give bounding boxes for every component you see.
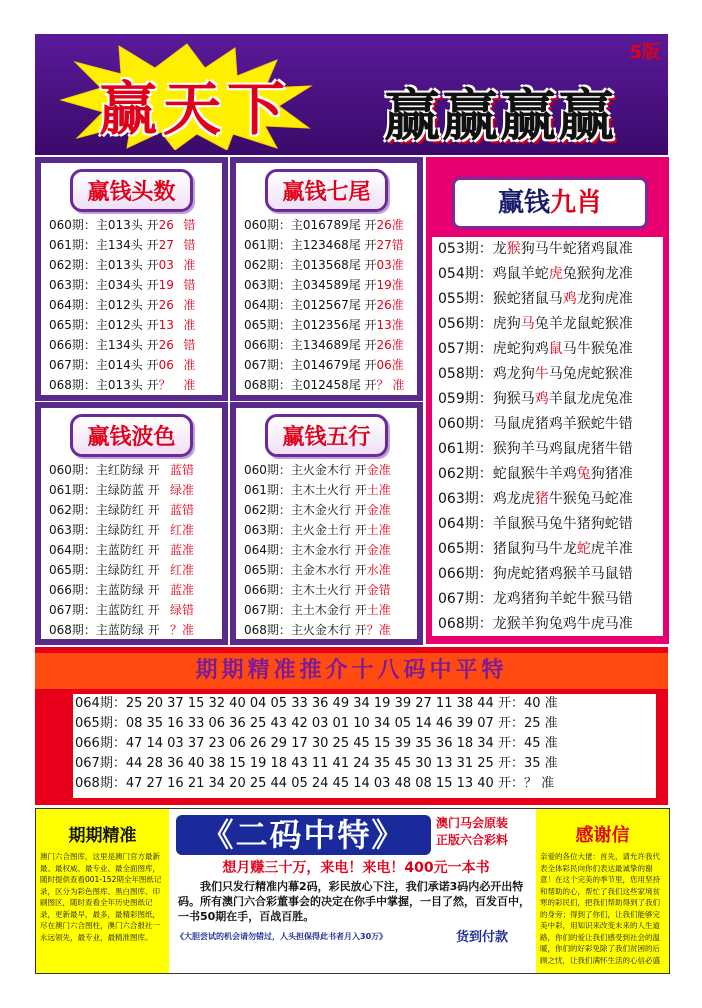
row-text: 060期：主013头 开 xyxy=(49,218,159,232)
row-text: 067期：主土木金行 开 xyxy=(244,603,367,617)
row-text: 060期：主016789尾 开 xyxy=(244,218,377,232)
row-highlight: 鼠 xyxy=(548,341,563,357)
row-value: ？ xyxy=(158,378,171,392)
row-value: 26 xyxy=(158,218,174,232)
table-row xyxy=(49,315,216,335)
row-value: ？ 准 xyxy=(376,378,405,392)
thanks-letter-title: 感谢信 xyxy=(575,825,630,846)
row-value: 13 xyxy=(158,318,174,332)
row-text: 066期：主134689尾 开 xyxy=(244,338,377,352)
two-code-title: 《二码中特》 xyxy=(176,815,431,855)
list-item xyxy=(432,537,663,562)
code-row: 067期：44 28 36 40 38 15 19 18 43 11 41 24 35 45 30 13 31 25 开：35 准 xyxy=(75,756,558,771)
table-row xyxy=(49,235,216,255)
row-value: 13准 xyxy=(376,318,404,332)
row-prefix: 065期：猪鼠狗马牛龙 xyxy=(438,541,577,557)
table-row xyxy=(49,560,216,580)
table-row xyxy=(244,255,411,275)
row-prefix: 059期：狗猴马 xyxy=(438,391,535,407)
row-value: 金错 xyxy=(366,583,391,597)
table-row xyxy=(244,500,411,520)
row-result: 错 xyxy=(183,278,196,292)
row-text: 061期：主123468尾 开 xyxy=(244,238,377,252)
row-text: 068期：主013头 开 xyxy=(49,378,159,392)
row-value: 03 xyxy=(158,258,174,272)
code-row: 065期：08 35 16 33 06 36 25 43 42 03 01 10 34 05 14 46 39 07 开：25 准 xyxy=(75,716,558,731)
box-tail-numbers xyxy=(230,157,423,401)
table-row xyxy=(49,500,216,520)
main-title: 赢天下 xyxy=(98,75,291,143)
list-item xyxy=(432,587,663,612)
row-suffix: 狗马牛蛇猪鸡鼠准 xyxy=(520,241,633,257)
row-text: 063期：主034589尾 开 xyxy=(244,278,377,292)
row-prefix: 066期：狗虎蛇猪鸡猴羊马鼠错 xyxy=(438,566,633,582)
row-suffix: 牛猴兔马蛇准 xyxy=(548,491,633,507)
left-info-panel xyxy=(36,809,169,973)
box-nine-title xyxy=(452,177,648,229)
row-suffix: 狗猪准 xyxy=(590,466,633,482)
row-text: 065期：主金木水行 开 xyxy=(244,563,367,577)
row-text: 064期：主012头 开 xyxy=(49,298,159,312)
box-wave-rows xyxy=(49,460,216,640)
list-item xyxy=(432,262,663,287)
list-item xyxy=(432,462,663,487)
table-row xyxy=(49,255,216,275)
row-text: 068期：主蓝防绿 开 xyxy=(49,623,160,637)
row-text: 062期：主木金火行 开 xyxy=(244,503,367,517)
two-code-side xyxy=(436,815,536,849)
code-row: 068期：47 27 16 21 34 20 25 44 05 24 45 14 03 48 08 15 13 40 开：？ 准 xyxy=(75,776,555,791)
row-highlight: 兔 xyxy=(576,466,591,482)
row-text: 064期：主蓝防红 开 xyxy=(49,543,160,557)
row-highlight: 鸡 xyxy=(534,391,549,407)
box-nine-title-b: 九肖 xyxy=(550,188,603,218)
row-result: 错 xyxy=(183,238,196,252)
row-result: 错 xyxy=(183,218,196,232)
row-value: 蓝准 xyxy=(170,583,195,597)
row-highlight: 猴 xyxy=(506,241,521,257)
row-prefix: 064期：羊鼠猴马兔牛猪狗蛇错 xyxy=(438,516,633,532)
two-code-slogan: 想月赚三十万，来电！来电！400元一本书 xyxy=(222,860,490,876)
row-prefix: 060期：马鼠虎猪鸡羊猴蛇牛错 xyxy=(438,416,633,432)
code-row: 066期：47 14 03 37 23 06 26 29 17 30 25 45 15 39 35 36 18 34 开：45 准 xyxy=(75,736,558,751)
table-row xyxy=(49,620,216,640)
row-text: 060期：主火金木行 开 xyxy=(244,463,367,477)
table-row xyxy=(244,540,411,560)
table-row xyxy=(244,600,411,620)
row-text: 067期：主014679尾 开 xyxy=(244,358,377,372)
list-item xyxy=(432,287,663,312)
row-text: 061期：主绿防蓝 开 xyxy=(49,483,160,497)
row-value: ？准 xyxy=(170,623,195,637)
row-highlight: 马 xyxy=(520,316,535,332)
row-text: 064期：主012567尾 开 xyxy=(244,298,377,312)
table-row xyxy=(244,520,411,540)
thanks-letter-body: 亲爱的各位大佬：首先，请允许我代表全体彩民向你们表达最诚挚的谢意！在这个完美的季节里，您用坚持和帮助的心，帮忙了我们这些家境贫寒的彩民们，把我们帮助得到了我们的身旁；得到了你们，让我们能够完美中彩，用知识来改变未来的人生道路，你们的爱让我们感受到社会的温暖，你们的好彩免除了我们贫困的后顾之忧，让我们满怀生活的心信必盛 xyxy=(540,852,660,965)
row-result: 准 xyxy=(183,378,196,392)
row-prefix: 056期：虎狗 xyxy=(438,316,521,332)
list-item xyxy=(432,362,663,387)
box-head-numbers xyxy=(35,157,228,401)
table-row xyxy=(244,460,411,480)
list-item xyxy=(432,512,663,537)
row-value: 土准 xyxy=(366,523,391,537)
list-item xyxy=(432,387,663,412)
box-tail-rows xyxy=(244,215,411,395)
row-suffix: 兔猴狗龙准 xyxy=(562,266,633,282)
eighteen-code-section xyxy=(35,647,668,805)
row-suffix: 兔羊龙鼠蛇猴准 xyxy=(534,316,633,332)
row-prefix: 068期：龙猴羊狗兔鸡牛虎马准 xyxy=(438,616,633,632)
table-row xyxy=(244,375,411,395)
table-row xyxy=(244,620,411,640)
row-value: ？准 xyxy=(366,623,391,637)
row-value: 06 xyxy=(158,358,174,372)
row-text: 068期：主火金木行 开 xyxy=(244,623,367,637)
row-value: 蓝错 xyxy=(170,463,195,477)
table-row xyxy=(244,335,411,355)
table-row xyxy=(49,480,216,500)
row-result: 准 xyxy=(183,298,196,312)
box-nine-zodiac xyxy=(426,157,669,644)
box-nine-list xyxy=(432,237,663,636)
row-text: 062期：主013头 开 xyxy=(49,258,159,272)
row-highlight: 鸡 xyxy=(562,291,577,307)
row-value: 19准 xyxy=(376,278,404,292)
table-row xyxy=(49,335,216,355)
table-row xyxy=(244,580,411,600)
box-head-title: 赢钱头数 xyxy=(70,169,192,212)
row-prefix: 057期：虎蛇狗鸡 xyxy=(438,341,549,357)
row-value: 26准 xyxy=(376,218,404,232)
two-code-side-line-2: 正版六合彩料 xyxy=(436,833,509,847)
box-element-rows xyxy=(244,460,411,640)
edition-label: 5版 xyxy=(629,42,660,63)
row-value: 26准 xyxy=(376,298,404,312)
row-text: 065期：主012头 开 xyxy=(49,318,159,332)
row-value: 土准 xyxy=(366,603,391,617)
box-five-elements xyxy=(230,402,423,645)
row-suffix: 龙狗虎准 xyxy=(576,291,633,307)
row-suffix: 马兔虎蛇猴准 xyxy=(548,366,633,382)
row-highlight: 牛 xyxy=(534,366,549,382)
cash-on-delivery-label: 货到付款 xyxy=(456,930,509,945)
row-text: 065期：主绿防红 开 xyxy=(49,563,160,577)
table-row xyxy=(49,460,216,480)
row-text: 066期：主木土火行 开 xyxy=(244,583,367,597)
row-prefix: 054期：鸡鼠羊蛇 xyxy=(438,266,549,282)
list-item xyxy=(432,412,663,437)
row-prefix: 058期：鸡龙狗 xyxy=(438,366,535,382)
row-text: 062期：主013568尾 开 xyxy=(244,258,377,272)
row-value: 金准 xyxy=(366,463,391,477)
row-suffix: 虎羊准 xyxy=(590,541,633,557)
row-text: 063期：主034头 开 xyxy=(49,278,159,292)
table-row xyxy=(49,580,216,600)
row-value: 26 xyxy=(158,338,174,352)
table-row xyxy=(49,215,216,235)
row-suffix: 马牛猴兔准 xyxy=(562,341,633,357)
row-text: 067期：主蓝防红 开 xyxy=(49,603,160,617)
row-value: 03准 xyxy=(376,258,404,272)
row-text: 066期：主134头 开 xyxy=(49,338,159,352)
list-item xyxy=(432,437,663,462)
row-result: 准 xyxy=(183,318,196,332)
table-row xyxy=(49,540,216,560)
row-result: 准 xyxy=(183,358,196,372)
row-text: 061期：主134头 开 xyxy=(49,238,159,252)
row-value: 金准 xyxy=(366,543,391,557)
row-value: 红准 xyxy=(170,563,195,577)
row-value: 26 xyxy=(158,298,174,312)
row-prefix: 067期：龙鸡猪狗羊蛇牛猴马错 xyxy=(438,591,633,607)
list-item xyxy=(432,487,663,512)
table-row xyxy=(244,560,411,580)
row-prefix: 055期：猴蛇猪鼠马 xyxy=(438,291,563,307)
row-text: 062期：主绿防红 开 xyxy=(49,503,160,517)
row-highlight: 蛇 xyxy=(576,541,591,557)
row-value: 27 xyxy=(158,238,174,252)
row-text: 064期：主木金水行 开 xyxy=(244,543,367,557)
table-row xyxy=(49,295,216,315)
list-item xyxy=(432,612,663,637)
row-result: 准 xyxy=(183,258,196,272)
two-code-description: 我们只发行精准内幕2码，彩民放心下注，我们承诺3码内必开出特码。所有澳门六合彩董事会的决定在你手中掌握，一目了然，百发百中，一书50期在手，百战百胜。 xyxy=(178,880,530,923)
table-row xyxy=(244,315,411,335)
left-info-body: 澳门六合图库，这里是澳门官方最新最、最权威、最专业、最全面图库，随时提供查看001-152期全年图纸记录，区分为彩色图库、黑白图库、印刷图区，随时查看全年历史图纸记录，更新最早，最多，最精彩图纸，尽在澳门六合图柱，澳门六合报社一永远领先，最专业，最精准图库。 xyxy=(40,852,162,942)
box-element-title: 赢钱五行 xyxy=(265,414,387,457)
row-value: 金准 xyxy=(366,503,391,517)
row-text: 066期：主蓝防绿 开 xyxy=(49,583,160,597)
left-info-title: 期期精准 xyxy=(68,826,137,846)
row-prefix: 063期：鸡龙虎 xyxy=(438,491,535,507)
row-suffix: 羊鼠龙虎兔准 xyxy=(548,391,633,407)
list-item xyxy=(432,237,663,262)
win-title: 赢赢赢赢 xyxy=(384,83,616,149)
box-tail-title: 赢钱七尾 xyxy=(265,169,387,212)
box-nine-title-a: 赢钱 xyxy=(497,188,550,218)
table-row xyxy=(244,295,411,315)
table-row xyxy=(49,275,216,295)
row-value: 绿准 xyxy=(170,483,195,497)
row-result: 错 xyxy=(183,338,196,352)
table-row xyxy=(49,355,216,375)
table-row xyxy=(49,600,216,620)
table-row xyxy=(244,275,411,295)
two-code-footnote: 《大胆尝试的机会请勿错过，人头担保得此书者月入30万》 xyxy=(176,932,388,941)
table-row xyxy=(244,215,411,235)
row-text: 063期：主绿防红 开 xyxy=(49,523,160,537)
table-row xyxy=(49,520,216,540)
row-text: 060期：主红防绿 开 xyxy=(49,463,160,477)
row-value: 27错 xyxy=(376,238,404,252)
row-text: 065期：主012356尾 开 xyxy=(244,318,377,332)
row-text: 061期：主木土火行 开 xyxy=(244,483,367,497)
row-value: 蓝错 xyxy=(170,503,195,517)
list-item xyxy=(432,337,663,362)
eighteen-code-title: 期期精准推介十八码中平特 xyxy=(35,653,668,689)
table-row xyxy=(244,355,411,375)
list-item xyxy=(432,312,663,337)
header-banner xyxy=(35,34,668,155)
table-row xyxy=(49,375,216,395)
row-value: 06准 xyxy=(376,358,404,372)
list-item xyxy=(432,562,663,587)
row-value: 绿错 xyxy=(170,603,195,617)
row-value: 水准 xyxy=(366,563,391,577)
box-head-rows xyxy=(49,215,216,395)
row-highlight: 虎 xyxy=(548,266,563,282)
row-value: 土准 xyxy=(366,483,391,497)
box-wave-color xyxy=(35,402,228,645)
bottom-section xyxy=(35,808,670,974)
row-prefix: 062期：蛇鼠猴牛羊鸡 xyxy=(438,466,577,482)
row-value: 红准 xyxy=(170,523,195,537)
row-value: 蓝准 xyxy=(170,543,195,557)
row-value: 26准 xyxy=(376,338,404,352)
row-value: 19 xyxy=(158,278,174,292)
right-thanks-panel xyxy=(536,809,669,973)
row-prefix: 061期：猴狗羊马鸡鼠虎猪牛错 xyxy=(438,441,633,457)
table-row xyxy=(244,480,411,500)
row-prefix: 053期：龙 xyxy=(438,241,507,257)
table-row xyxy=(244,235,411,255)
row-text: 068期：主012458尾 开 xyxy=(244,378,377,392)
two-code-side-line-1: 澳门马会原装 xyxy=(436,816,509,830)
row-text: 067期：主014头 开 xyxy=(49,358,159,372)
row-text: 063期：主火金土行 开 xyxy=(244,523,367,537)
code-row: 064期：25 20 37 15 32 40 04 05 33 36 49 34 19 39 27 11 38 44 开：40 准 xyxy=(75,696,558,711)
row-highlight: 猪 xyxy=(534,491,549,507)
box-wave-title: 赢钱波色 xyxy=(70,414,192,457)
eighteen-code-list xyxy=(73,694,656,798)
